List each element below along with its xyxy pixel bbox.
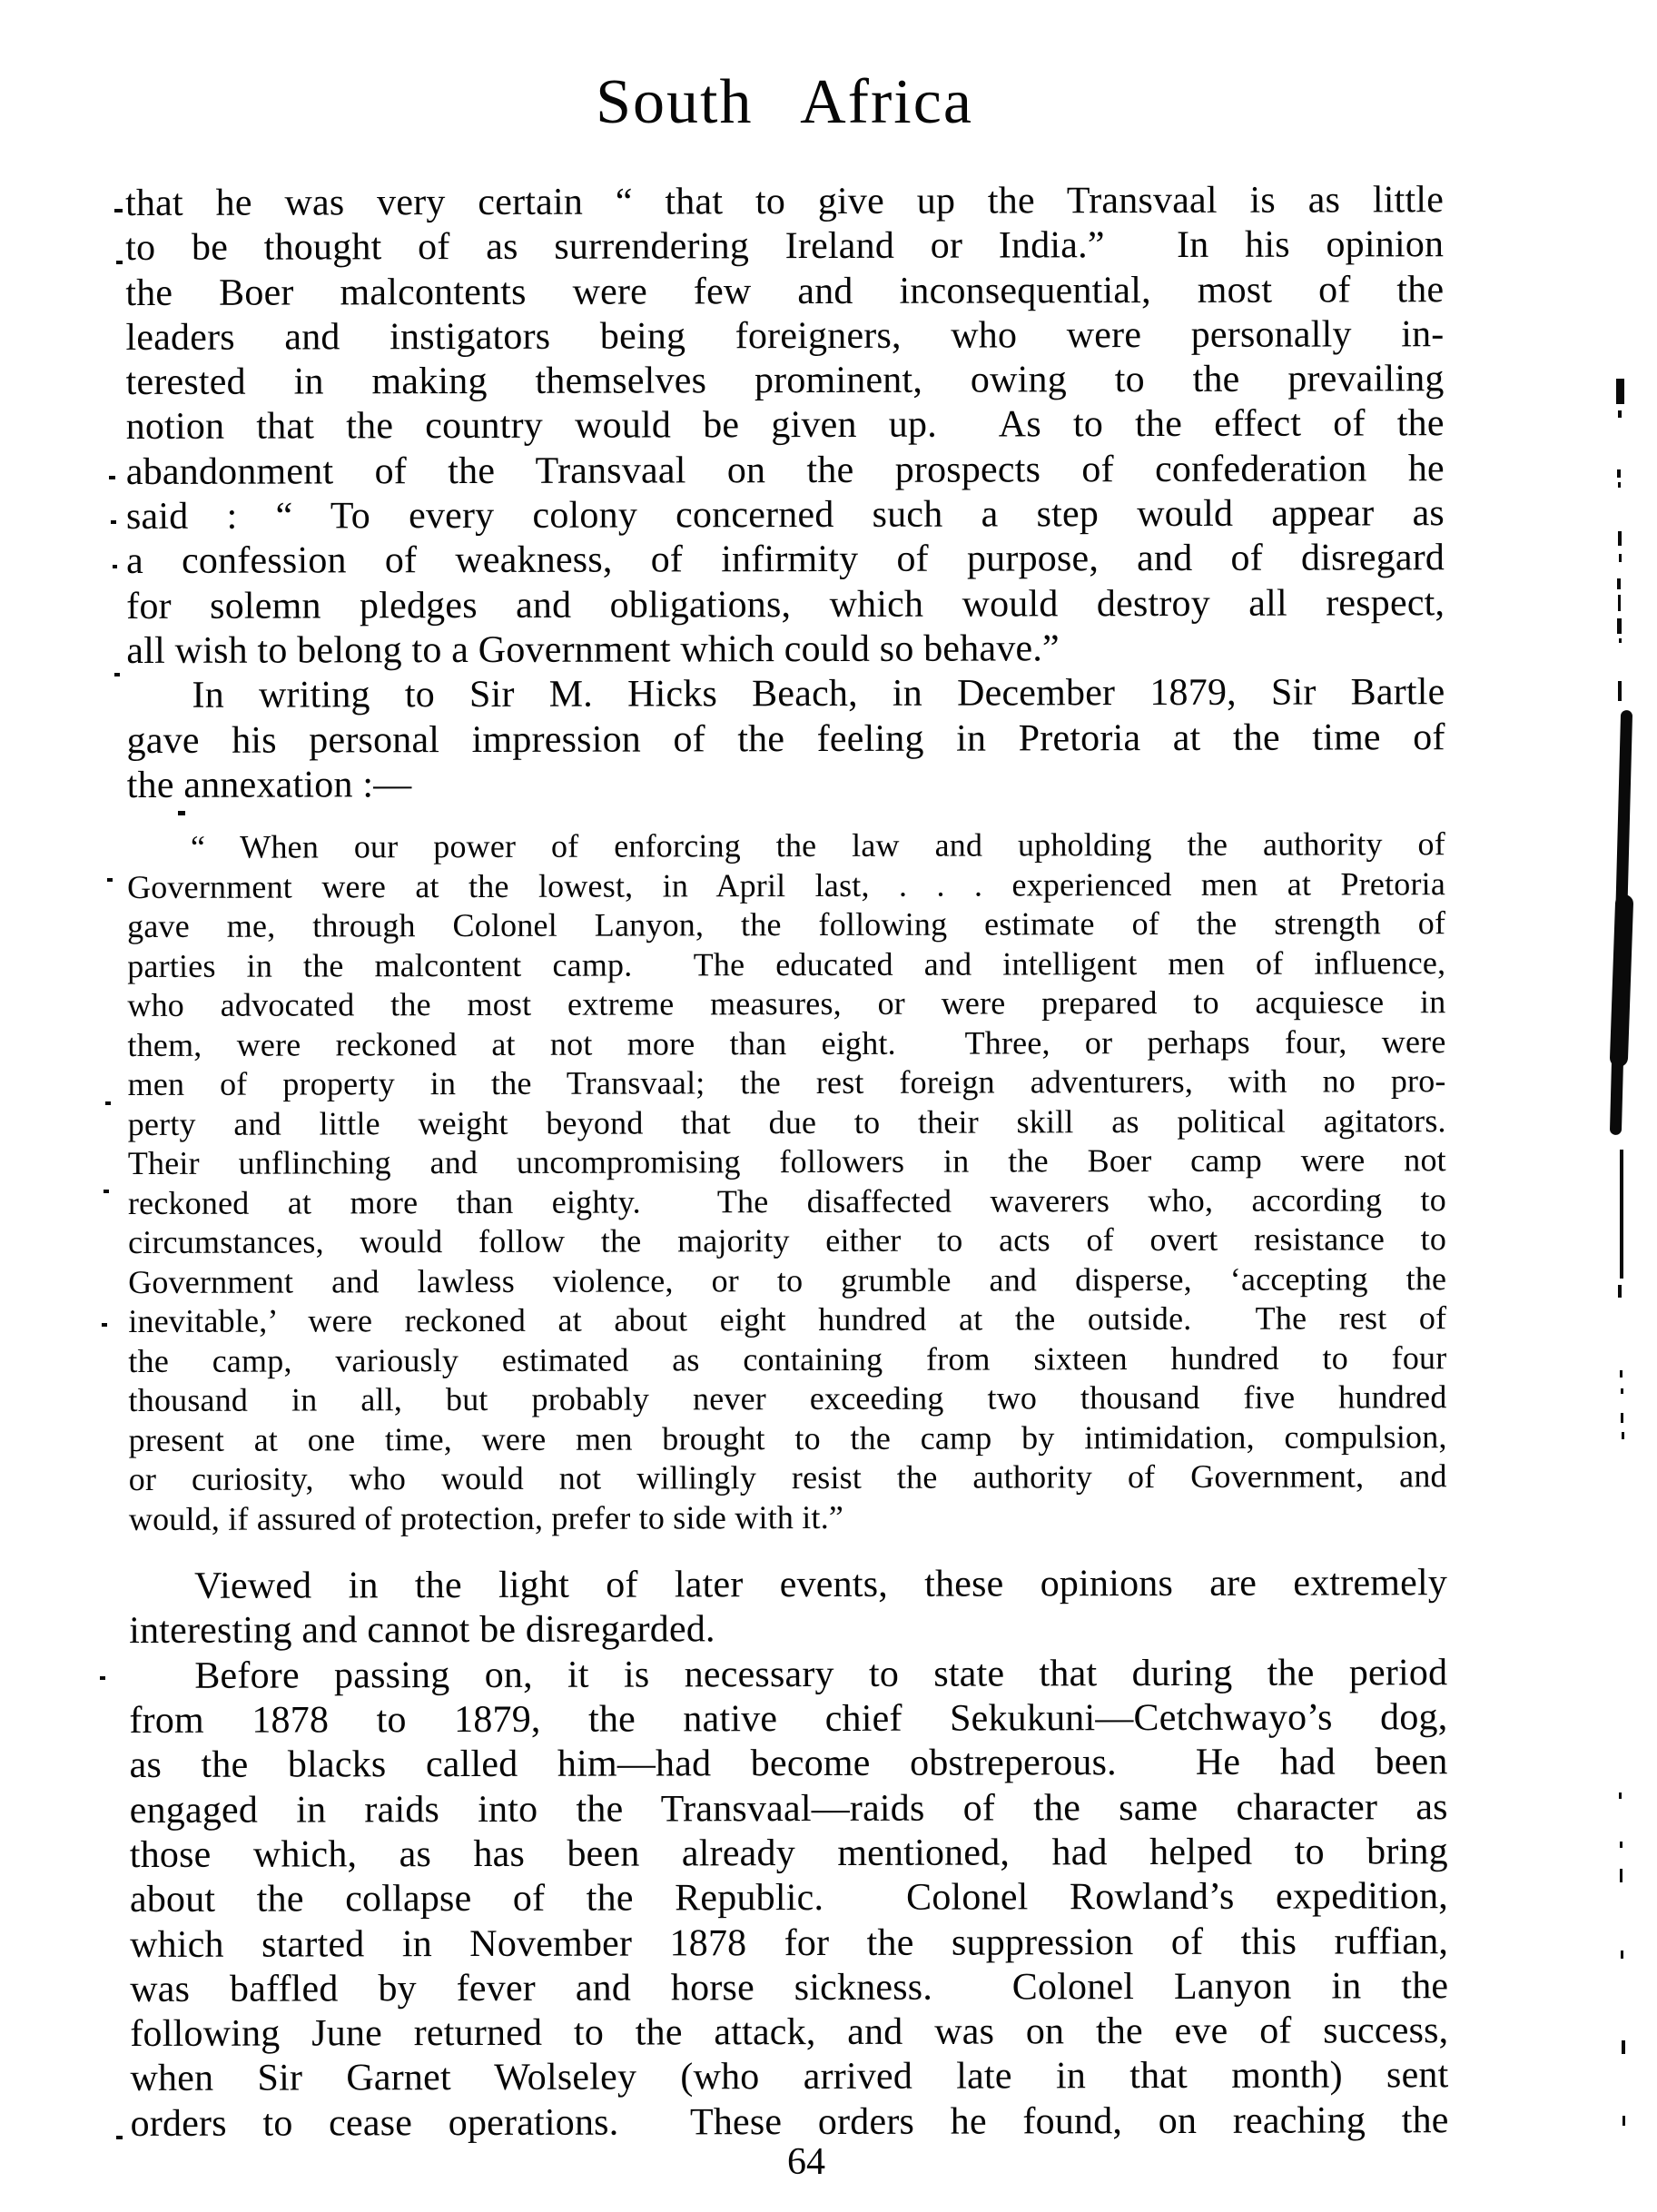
text-line: Their unflinching and uncompromising followers in the Boer camp were not bbox=[127, 1141, 1446, 1182]
text-line: Government and lawless violence, or to grumble and disperse, ‘accepting the bbox=[128, 1259, 1447, 1300]
text-line: perty and little weight beyond that due to their skill as political agitators. bbox=[127, 1101, 1446, 1142]
text-line: all wish to belong to a Government which could so behave.” bbox=[126, 627, 1060, 672]
text-line: engaged in raids into the Transvaal—raids of the same character as bbox=[129, 1785, 1448, 1832]
scan-artifact bbox=[1620, 1869, 1622, 1882]
page-title: South Africa bbox=[596, 67, 973, 137]
text-line: Before passing on, it is necessary to state that during the period bbox=[194, 1651, 1448, 1697]
scan-artifact bbox=[116, 2136, 123, 2139]
text-line: for solemn pledges and obligations, which would destroy all respect, bbox=[126, 581, 1445, 627]
scan-artifact bbox=[1618, 410, 1622, 418]
text-line: those which, as has been already mentioned, had helped to bring bbox=[129, 1831, 1448, 1876]
scan-artifact bbox=[1618, 1285, 1622, 1298]
text-line: notion that the country would be given up. As to the effect of the bbox=[125, 402, 1445, 449]
scan-artifact bbox=[1619, 1792, 1622, 1799]
scan-artifact bbox=[100, 1676, 105, 1680]
scan-artifact bbox=[178, 811, 185, 815]
scan-artifact bbox=[113, 565, 117, 568]
scan-artifact bbox=[111, 520, 116, 524]
paragraph bbox=[129, 1651, 1448, 2147]
text-line: would, if assured of protection, prefer to side with it.” bbox=[128, 1498, 844, 1537]
page-number: 64 bbox=[787, 2141, 825, 2183]
text-line: parties in the malcontent camp. The educated and intelligent men of influence, bbox=[127, 943, 1446, 984]
scan-artifact bbox=[1620, 1370, 1622, 1378]
text-line: inevitable,’ were reckoned at about eight hundred at the outside. The rest of bbox=[128, 1299, 1447, 1340]
text-line: circumstances, would follow the majority either to acts of overt resistance to bbox=[128, 1220, 1447, 1261]
text-line: them, were reckoned at not more than eight. Three, or perhaps four, were bbox=[127, 1022, 1446, 1063]
text-line: gave me, through Colonel Lanyon, the following estimate of the strength of bbox=[127, 904, 1446, 945]
scan-artifact bbox=[105, 1101, 111, 1105]
scan-artifact bbox=[104, 1190, 109, 1193]
text-line: said : “ To every colony concerned such a step would appear as bbox=[125, 492, 1445, 538]
scan-artifact bbox=[1621, 1950, 1623, 1959]
text-line: that he was very certain “ that to give up the Transvaal is as little bbox=[125, 179, 1445, 224]
text-line: which started in November 1878 for the suppression of this ruffian, bbox=[130, 1920, 1449, 1966]
text-line: terested in making themselves prominent, owing to the prevailing bbox=[125, 358, 1445, 404]
text-line: from 1878 to 1879, the native chief Sekukuni—Cetchwayo’s dog, bbox=[129, 1696, 1448, 1743]
text-line: reckoned at more than eighty. The disaffected waverers who, according to bbox=[127, 1180, 1446, 1221]
blockquote bbox=[127, 825, 1447, 1539]
text-line: orders to cease operations. These orders he found, on reaching the bbox=[130, 2098, 1449, 2145]
scan-artifact bbox=[1617, 618, 1622, 634]
text-line: In writing to Sir M. Hicks Beach, in December 1879, Sir Bartle bbox=[192, 671, 1445, 717]
scan-artifact bbox=[109, 476, 115, 479]
scan-artifact bbox=[1616, 379, 1624, 404]
scan-artifact bbox=[107, 878, 113, 882]
scan-artifact bbox=[1619, 638, 1622, 643]
scan-artifact bbox=[116, 261, 123, 264]
text-line: the Boer malcontents were few and inconsequential, most of the bbox=[125, 268, 1445, 314]
paragraph bbox=[126, 670, 1445, 808]
scan-artifact bbox=[1619, 554, 1622, 562]
text-line: the camp, variously estimated as containing from sixteen hundred to four bbox=[128, 1338, 1447, 1379]
text-line: about the collapse of the Republic. Colonel Rowland’s expedition, bbox=[129, 1875, 1449, 1921]
text-line: following June returned to the attack, and was on the eve of success, bbox=[130, 2010, 1449, 2056]
scan-artifact bbox=[1617, 469, 1621, 478]
scan-artifact bbox=[1618, 681, 1622, 701]
scan-artifact bbox=[114, 209, 123, 212]
text-line: as the blacks called him—had become obstreperous. He had been bbox=[129, 1741, 1448, 1787]
scan-artifact bbox=[102, 1323, 107, 1327]
scan-artifact bbox=[1618, 482, 1621, 488]
text-line: men of property in the Transvaal; the rest foreign adventurers, with no pro- bbox=[127, 1062, 1446, 1103]
scan-artifact bbox=[1618, 531, 1622, 546]
text-line: Government were at the lowest, in April last, . . . experienced men at Pretoria bbox=[126, 864, 1446, 905]
text-line: abandonment of the Transvaal on the prospects of confederation he bbox=[125, 447, 1445, 493]
text-line: interesting and cannot be disregarded. bbox=[129, 1608, 715, 1653]
scan-artifact bbox=[1617, 578, 1621, 589]
text-line: gave his personal impression of the feeling in Pretoria at the time of bbox=[126, 716, 1445, 762]
scan-artifact bbox=[1622, 2040, 1625, 2054]
text-line: when Sir Garnet Wolseley (who arrived late in that month) sent bbox=[130, 2054, 1449, 2100]
paragraph bbox=[129, 1561, 1447, 1654]
scan-artifact bbox=[1618, 595, 1621, 611]
text-line: who advocated the most extreme measures, or were prepared to acquiesce in bbox=[127, 983, 1446, 1024]
scan-artifact bbox=[114, 673, 120, 676]
paragraph bbox=[125, 178, 1445, 674]
scan-artifact bbox=[1622, 1432, 1624, 1439]
text-line: thousand in all, but probably never exceeding two thousand five hundred bbox=[128, 1378, 1447, 1419]
text-line: or curiosity, who would not willingly resist the authority of Government, and bbox=[128, 1457, 1447, 1498]
scan-artifact bbox=[1621, 1413, 1623, 1423]
scan-artifact bbox=[1621, 1388, 1623, 1394]
text-line: Viewed in the light of later events, these opinions are extremely bbox=[193, 1562, 1448, 1607]
scan-artifact bbox=[1622, 2116, 1625, 2126]
text-line: “ When our power of enforcing the law and upholding the authority of bbox=[190, 825, 1445, 865]
text-line: a confession of weakness, of infirmity of purpose, and of disregard bbox=[126, 537, 1445, 583]
scan-artifact bbox=[1620, 1150, 1623, 1279]
text-line: leaders and instigators being foreigners, who were personally in- bbox=[125, 313, 1445, 359]
text-line: was baffled by fever and horse sickness. Colonel Lanyon in the bbox=[130, 1965, 1449, 2010]
text-line: to be thought of as surrendering Ireland or India.” In his opinion bbox=[125, 223, 1445, 270]
text-line: present at one time, were men brought to the camp by intimidation, compulsion, bbox=[128, 1417, 1447, 1458]
scan-artifact bbox=[1610, 894, 1634, 1068]
text-line: the annexation :— bbox=[126, 764, 412, 806]
scan-artifact bbox=[1620, 1842, 1622, 1848]
text-body bbox=[125, 178, 1449, 2147]
